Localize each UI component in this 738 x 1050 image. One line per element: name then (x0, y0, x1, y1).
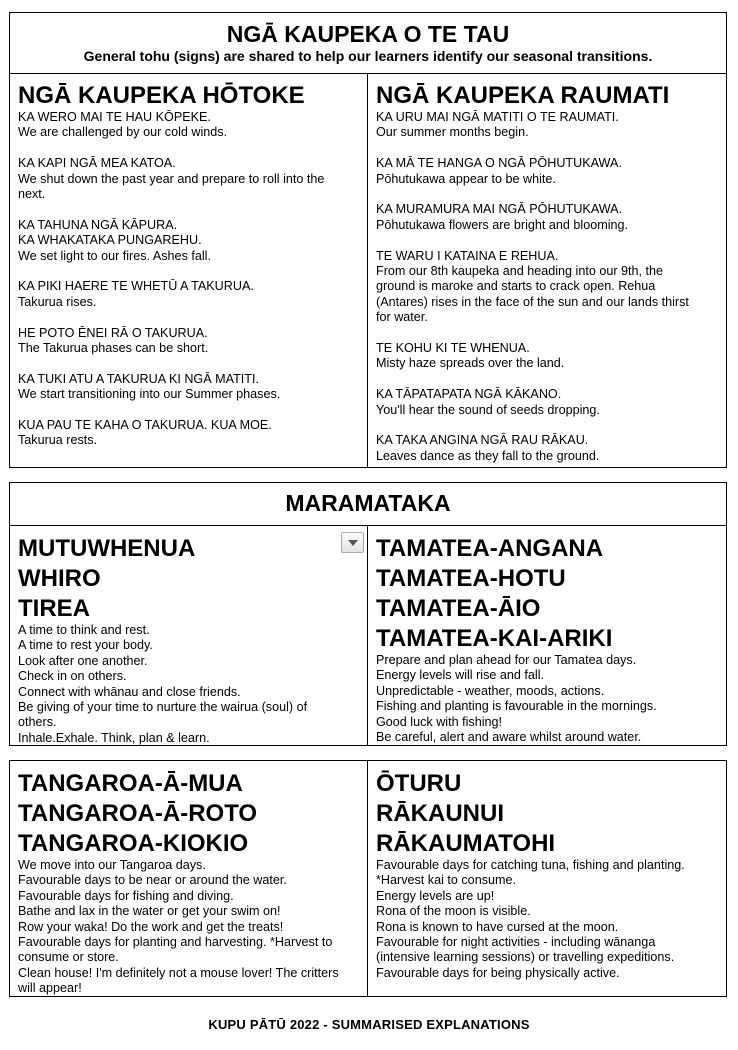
dropdown-button[interactable] (341, 532, 364, 553)
text-line: Connect with whānau and close friends. (18, 684, 241, 699)
text-line: ground is maroke and starts to crack open. Rehua (376, 279, 656, 294)
line-gap (376, 372, 718, 387)
hotoke-heading: NGĀ KAUPEKA HŌTOKE (18, 82, 305, 109)
line-gap (376, 326, 718, 341)
text-line: others. (18, 715, 57, 730)
raumati-text (376, 110, 718, 464)
text-line: Pōhutukawa flowers are bright and blooming. (376, 217, 629, 232)
tangaroa-headings (18, 770, 359, 858)
text-line: Inhale.Exhale. Think, plan & learn. (18, 730, 210, 745)
text-line: Our summer months begin. (376, 125, 529, 140)
text-line: Be careful, alert and aware whilst around water. (376, 730, 642, 745)
oturu-cell (368, 761, 726, 996)
oturu-text (376, 858, 718, 981)
period-heading: RĀKAUMATOHI (376, 830, 556, 857)
text-line: Takurua rests. (18, 433, 98, 448)
text-line: Good luck with fishing! (376, 714, 502, 729)
line-gap (376, 233, 718, 248)
text-line: Pōhutukawa appear to be white. (376, 171, 556, 186)
text-line: Favourable days for fishing and diving. (18, 888, 234, 903)
footer-title: KUPU PĀTŪ 2022 - SUMMARISED EXPLANATIONS (208, 1017, 530, 1032)
text-line: Row your waka! Do the work and get the treats! (18, 919, 284, 934)
period-heading: TAMATEA-ĀIO (376, 595, 541, 622)
chevron-down-icon (347, 539, 359, 547)
text-line: *Harvest kai to consume. (376, 873, 516, 888)
raumati-heading: NGĀ KAUPEKA RAUMATI (376, 82, 670, 109)
period-heading: TANGAROA-Ā-ROTO (18, 800, 258, 827)
text-line: KA TAKA ANGINA NGĀ RAU RĀKAU. (376, 433, 589, 448)
text-line: You'll hear the sound of seeds dropping. (376, 402, 600, 417)
seasons-title: NGĀ KAUPEKA O TE TAU (226, 21, 510, 47)
text-line: Unpredictable - weather, moods, actions. (376, 683, 605, 698)
text-line: Favourable days for planting and harvesting. *Harvest to (18, 935, 333, 950)
text-line: (intensive learning sessions) or travelling expeditions. (376, 950, 675, 965)
line-gap (376, 141, 718, 156)
maramataka-header (10, 483, 726, 526)
text-line: Misty haze spreads over the land. (376, 356, 565, 371)
period-heading: TAMATEA-HOTU (376, 565, 566, 592)
text-line: TE WARU I KATAINA E REHUA. (376, 248, 559, 263)
text-line: We move into our Tangaroa days. (18, 858, 206, 872)
text-line: Check in on others. (18, 669, 127, 684)
period-heading: TANGAROA-KIOKIO (18, 830, 249, 857)
text-line: Prepare and plan ahead for our Tamatea days. (376, 653, 637, 667)
raumati-cell (368, 74, 726, 467)
text-line: From our 8th kaupeka and heading into our 9th, the (376, 264, 664, 279)
seasons-subtitle: General tohu (signs) are shared to help our learners identify our seasonal transitions. (83, 48, 653, 64)
line-gap (18, 310, 359, 325)
text-line: will appear! (18, 981, 82, 996)
mutuwhenua-cell (10, 526, 368, 745)
text-line: KA PIKI HAERE TE WHETŪ A TAKURUA. (18, 279, 254, 294)
text-line: Fishing and planting is favourable in the mornings. (376, 699, 657, 714)
text-line: We are challenged by our cold winds. (18, 125, 228, 140)
text-line: We start transitioning into our Summer phases. (18, 387, 281, 402)
line-gap (18, 356, 359, 371)
line-gap (376, 187, 718, 202)
text-line: KA TĀPATAPATA NGĀ KĀKANO. (376, 387, 562, 402)
period-heading: WHIRO (18, 565, 101, 592)
text-line: We shut down the past year and prepare to roll into the (18, 171, 325, 186)
period-heading: MUTUWHENUA (18, 535, 196, 562)
text-line: Rona is known to have cursed at the moon. (376, 919, 619, 934)
text-line: KA URU MAI NGĀ MATITI O TE RAUMATI. (376, 110, 619, 124)
period-heading: TAMATEA-ANGANA (376, 535, 604, 562)
tamatea-cell (368, 526, 726, 745)
line-gap (18, 141, 359, 156)
text-line: KA WERO MAI TE HAU KŌPEKE. (18, 110, 211, 124)
line-gap (376, 418, 718, 433)
text-line: Favourable for night activities - including wānanga (376, 935, 656, 950)
text-line: for water. (376, 310, 428, 325)
text-line: Favourable days to be near or around the water. (18, 873, 287, 888)
text-line: Favourable days for being physically active. (376, 965, 620, 980)
text-line: Be giving of your time to nurture the wairua (soul) of (18, 700, 308, 715)
mutuwhenua-headings (18, 535, 359, 623)
text-line: Bathe and lax in the water or get your swim on! (18, 904, 281, 919)
text-line: next. (18, 187, 46, 202)
text-line: A time to rest your body. (18, 638, 153, 653)
seasons-header (10, 13, 726, 74)
text-line: Takurua rises. (18, 294, 97, 309)
text-line: Leaves dance as they fall to the ground. (376, 448, 600, 463)
text-line: Clean house! I'm definitely not a mouse lover! The critters (18, 965, 339, 980)
text-line: KA WHAKATAKA PUNGAREHU. (18, 233, 202, 248)
period-heading: TANGAROA-Ā-MUA (18, 770, 243, 797)
tamatea-headings (376, 535, 718, 653)
tamatea-text (376, 653, 718, 745)
seasons-table (9, 12, 727, 468)
text-line: KA KAPI NGĀ MEA KATOA. (18, 156, 176, 171)
text-line: KA MĀ TE HANGA O NGĀ PŌHUTUKAWA. (376, 156, 622, 171)
tangaroa-text (18, 858, 359, 997)
text-line: KUA PAU TE KAHA O TAKURUA. KUA MOE. (18, 418, 272, 433)
text-line: KA MURAMURA MAI NGĀ PŌHUTUKAWA. (376, 202, 623, 217)
text-line: The Takurua phases can be short. (18, 341, 209, 356)
period-heading: TIREA (18, 595, 90, 622)
line-gap (18, 202, 359, 217)
period-heading: RĀKAUNUI (376, 800, 504, 827)
line-gap (18, 403, 359, 418)
maramataka-table (9, 482, 727, 746)
oturu-headings (376, 770, 718, 858)
text-line: KA TUKI ATU A TAKURUA KI NGĀ MATITI. (18, 371, 259, 386)
hotoke-cell (10, 74, 368, 467)
text-line: Energy levels are up! (376, 888, 495, 903)
text-line: Favourable days for catching tuna, fishing and planting. (376, 858, 685, 872)
text-line: Look after one another. (18, 653, 148, 668)
text-line: KA TAHUNA NGĀ KĀPURA. (18, 217, 178, 232)
period-heading: ŌTURU (376, 770, 462, 797)
text-line: Energy levels will rise and fall. (376, 668, 544, 683)
mutuwhenua-text (18, 623, 359, 746)
hotoke-text (18, 110, 359, 449)
text-line: (Antares) rises in the face of the sun and our lands thirst (376, 294, 689, 309)
text-line: A time to think and rest. (18, 623, 150, 637)
text-line: HE POTO ĒNEI RĀ O TAKURUA. (18, 325, 208, 340)
tangaroa-table (9, 760, 727, 997)
maramataka-title: MARAMATAKA (285, 490, 451, 516)
text-line: consume or store. (18, 950, 119, 965)
text-line: We set light to our fires. Ashes fall. (18, 248, 211, 263)
line-gap (18, 264, 359, 279)
text-line: Rona of the moon is visible. (376, 904, 531, 919)
text-line: TE KOHU KI TE WHENUA. (376, 341, 530, 356)
tangaroa-cell (10, 761, 368, 996)
period-heading: TAMATEA-KAI-ARIKI (376, 625, 613, 652)
